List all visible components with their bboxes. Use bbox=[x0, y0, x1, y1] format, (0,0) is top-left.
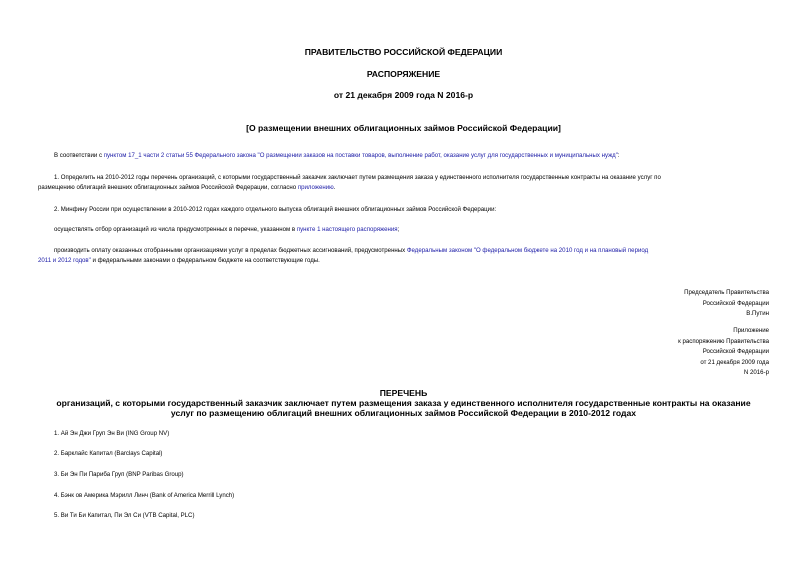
document-title: [О размещении внешних облигационных займов Российской Федерации] bbox=[246, 123, 561, 133]
list-item: 3. Би Эн Пи Париба Груп (BNP Paribas Group) bbox=[54, 471, 184, 478]
appendix-link[interactable]: приложению bbox=[297, 184, 334, 191]
law-link[interactable]: пунктом 17_1 части 2 статьи 55 Федерального закона "О размещении заказов на поставки товаров, выполнение работ, оказание услуг для государственных и муниципальных нужд" bbox=[103, 152, 618, 159]
budget-law-link-cont[interactable]: 2011 и 2012 годов" bbox=[38, 257, 91, 264]
signature-block bbox=[684, 288, 769, 320]
budget-law-link[interactable]: Федеральным законом "О федеральном бюджете на 2010 год и на плановый период bbox=[406, 247, 649, 254]
document-type: РАСПОРЯЖЕНИЕ bbox=[366, 69, 441, 79]
appendix-number: N 2016-р bbox=[743, 369, 769, 377]
appendix-block bbox=[678, 326, 769, 379]
paragraph-1-line-2: размещению облигаций внешних облигационных займов Российской Федерации, согласно приложению. bbox=[38, 184, 336, 191]
list-subtitle-line-1: организаций, с которыми государственный заказчик заключает путем размещения заказа у единственного исполнителя государственные контракты на оказание bbox=[56, 398, 751, 408]
list-item: 1. Ай Эн Джи Груп Эн Ви (ING Group NV) bbox=[54, 430, 170, 437]
list-item: 4. Бэнк ов Америка Мэрилл Линч (Bank of America Merrill Lynch) bbox=[54, 492, 235, 499]
signature-position: Председатель Правительства bbox=[684, 289, 769, 296]
list-item: 2. Барклайс Капитал (Barclays Capital) bbox=[54, 450, 163, 457]
appendix-label: Приложение bbox=[733, 327, 769, 334]
list-heading: ПЕРЕЧЕНЬ bbox=[379, 388, 428, 398]
document-date: от 21 декабря 2009 года N 2016-р bbox=[333, 90, 474, 100]
paragraph-2: 2. Минфину России при осуществлении в 2010-2012 годах каждого отдельного выпуска облигаций внешних облигационных займов Российской Федерации: bbox=[54, 206, 497, 213]
signature-country: Российской Федерации bbox=[702, 299, 769, 307]
appendix-country: Российской Федерации bbox=[702, 348, 769, 356]
paragraph-3: осуществлять отбор организаций из числа предусмотренных в перечне, указанном в пункте 1 настоящего распоряжения; bbox=[54, 226, 400, 233]
clause-1-link[interactable]: пункте 1 настоящего распоряжения bbox=[296, 226, 398, 233]
intro-paragraph: В соответствии с пунктом 17_1 части 2 статьи 55 Федерального закона "О размещении заказов на поставки товаров, выполнение работ, оказание услуг для государственных и муниципальных нужд": bbox=[54, 152, 620, 159]
paragraph-1-line-1: 1. Определить на 2010-2012 годы перечень организаций, с которыми государственный заказчик заключает путем размещения заказа у единственного исполнителя государственные контракты на оказание услуг по bbox=[54, 174, 661, 181]
paragraph-4-line-1: производить оплату оказанных отобранными организациями услуг в пределах бюджетных ассигнований, предусмотренных Федеральным законом "О федеральном бюджете на 2010 год и на плановый период bbox=[54, 247, 649, 254]
appendix-ref: к распоряжению Правительства bbox=[678, 337, 769, 345]
appendix-date: от 21 декабря 2009 года bbox=[700, 358, 769, 366]
list-subtitle-line-2: услуг по размещению облигаций внешних облигационных займов Российской Федерации в 2010-2012 годах bbox=[170, 408, 637, 418]
paragraph-4-line-2: 2011 и 2012 годов" и федеральными законами о федеральном бюджете на соответствующие годы. bbox=[38, 257, 320, 264]
list-item: 5. Ви Ти Би Капитал, Пи Эл Си (VTB Capital, PLC) bbox=[54, 512, 195, 519]
government-name: ПРАВИТЕЛЬСТВО РОССИЙСКОЙ ФЕДЕРАЦИИ bbox=[304, 47, 503, 57]
signature-name: В.Путин bbox=[746, 310, 769, 318]
